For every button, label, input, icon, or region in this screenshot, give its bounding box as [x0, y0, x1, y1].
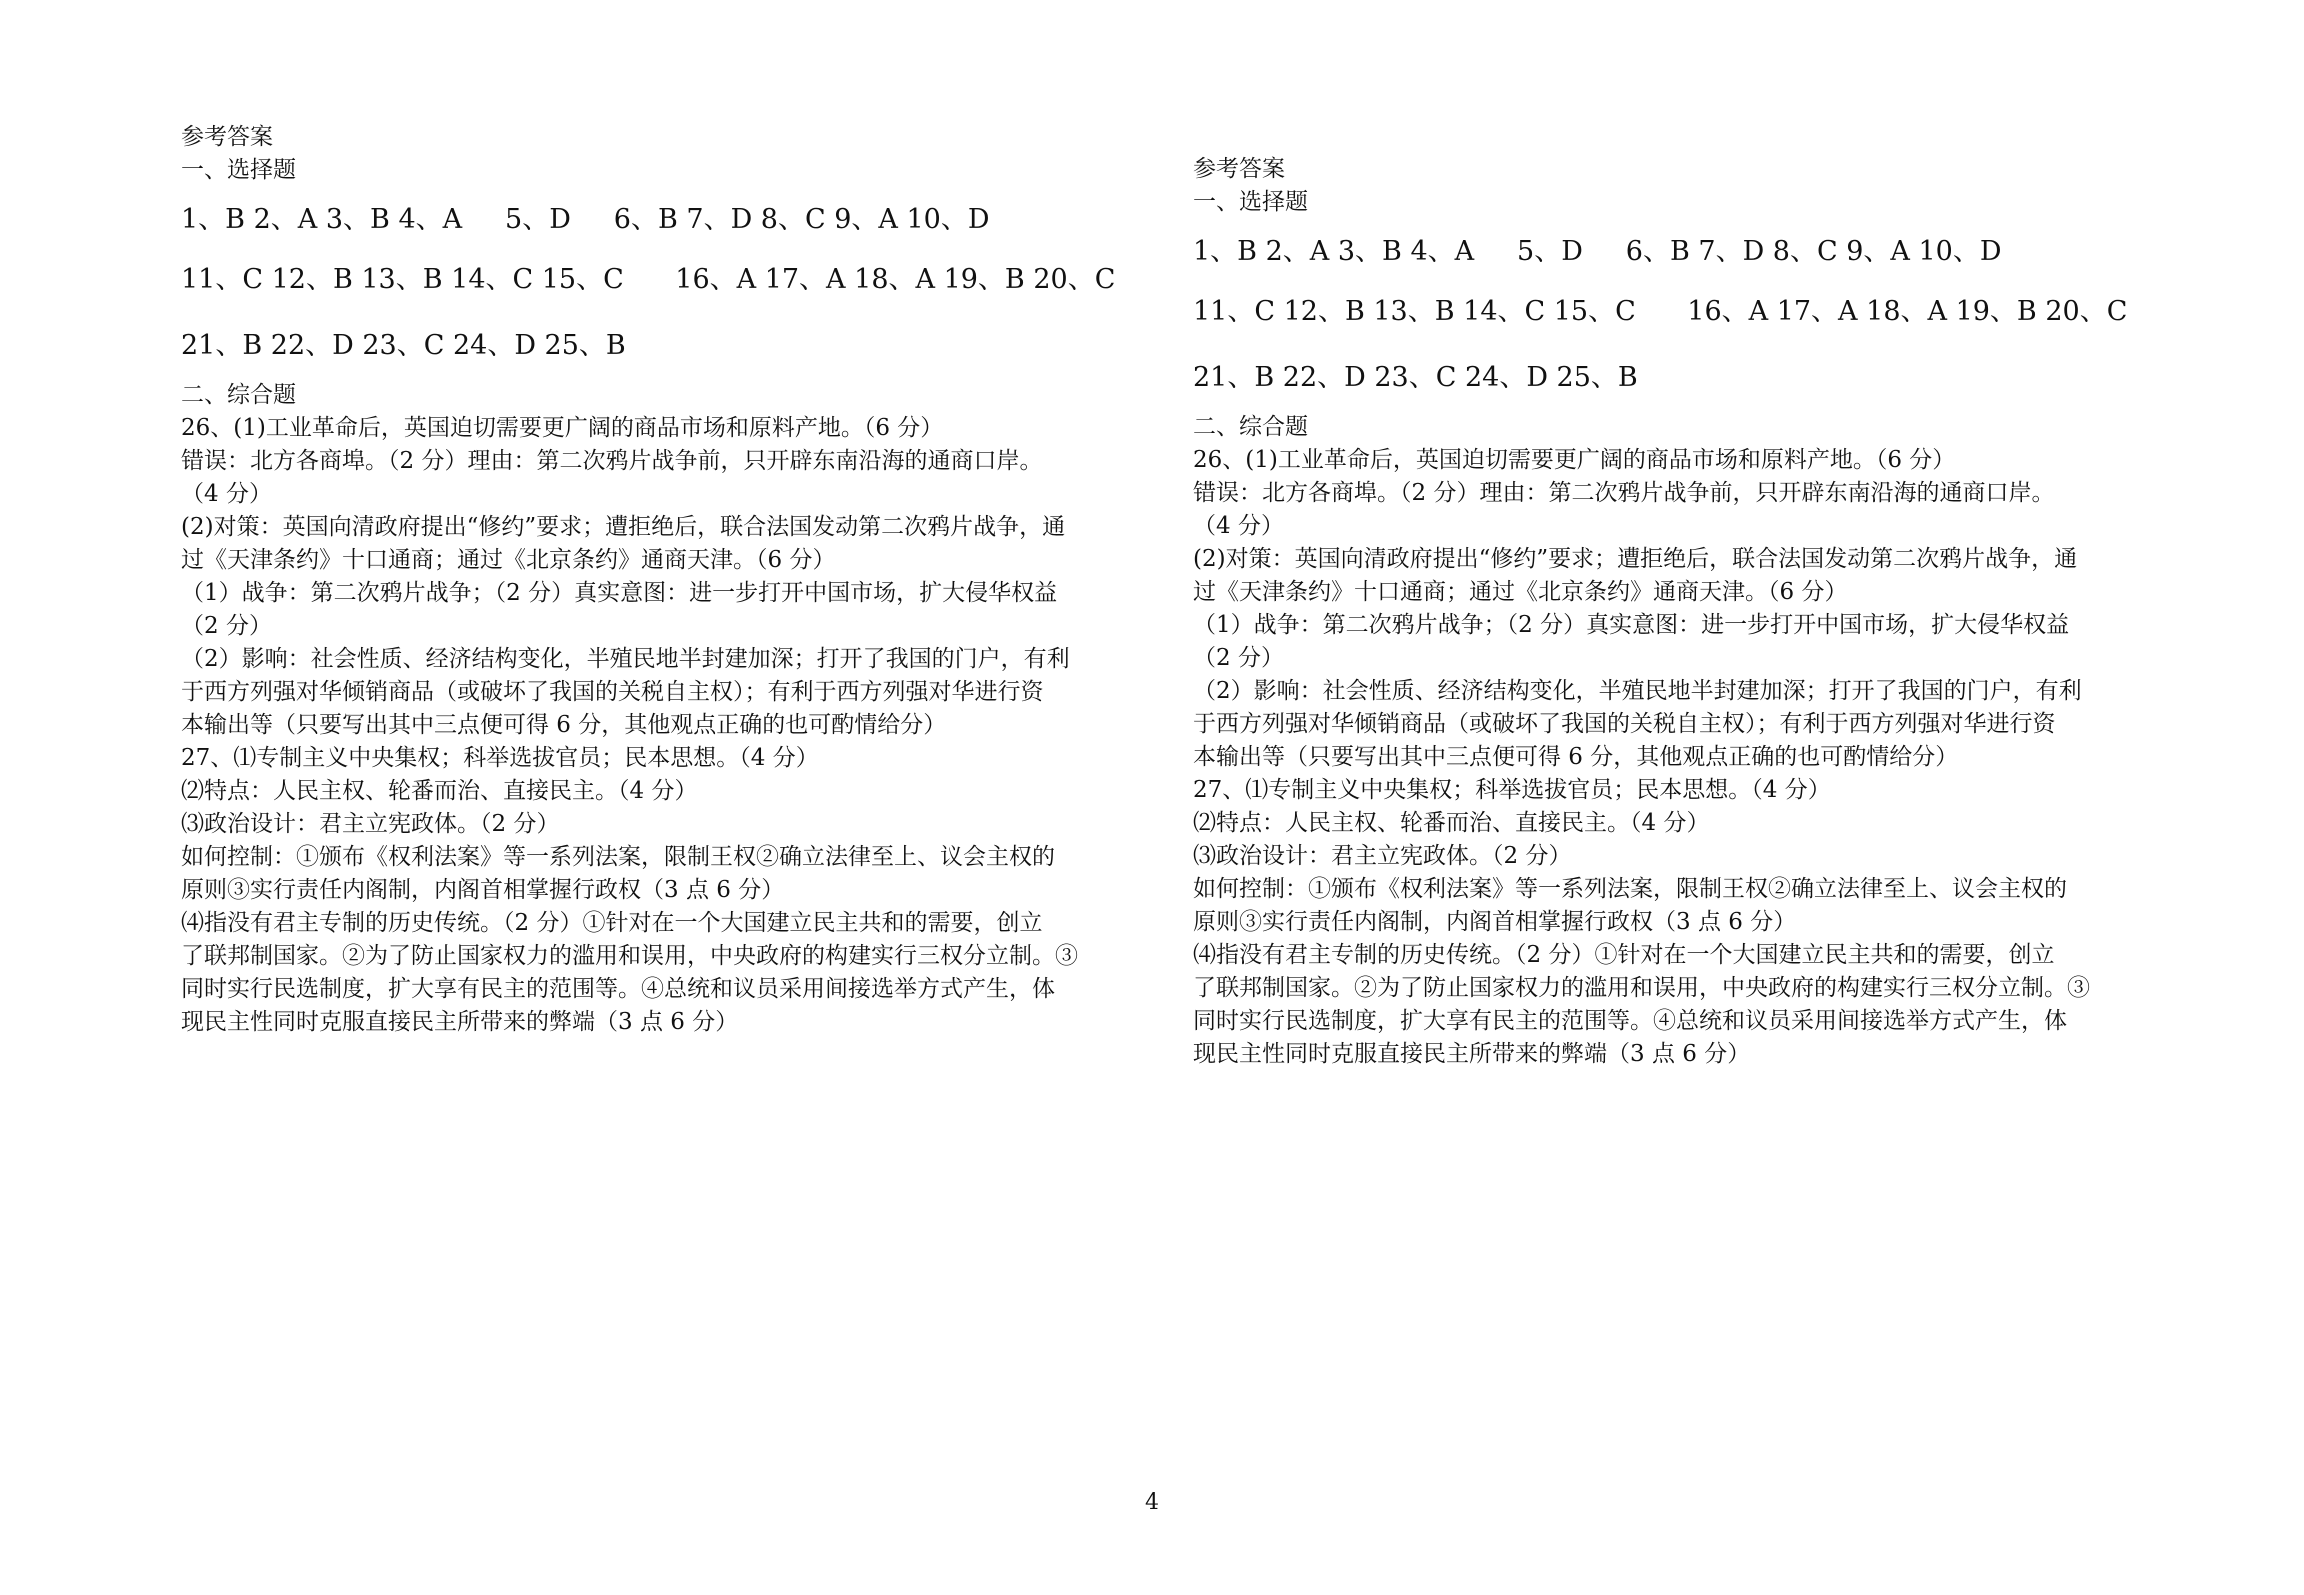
essay-line: 本输出等（只要写出其中三点便可得 6 分，其他观点正确的也可酌情给分） [181, 712, 947, 738]
section-essay-title: 二、综合题 [181, 382, 296, 408]
essay-line: （2）影响：社会性质、经济结构变化，半殖民地半封建加深；打开了我国的门户，有利 [181, 646, 1070, 672]
essay-line: （2）影响：社会性质、经济结构变化，半殖民地半封建加深；打开了我国的门户，有利 [1193, 678, 2082, 704]
essay-line: 26、(1)工业革命后，英国迫切需要更广阔的商品市场和原料产地。（6 分） [1193, 447, 1956, 473]
essay-line: 本输出等（只要写出其中三点便可得 6 分，其他观点正确的也可酌情给分） [1193, 744, 1959, 770]
essay-line: 错误：北方各商埠。（2 分）理由：第二次鸦片战争前，只开辟东南沿海的通商口岸。 [1193, 480, 2055, 506]
essay-line: （4 分） [1193, 513, 1284, 539]
essay-line: 过《天津条约》十口通商；通过《北京条约》通商天津。（6 分） [1193, 579, 1848, 605]
answer-key-left [181, 121, 1151, 1039]
page-number: 4 [1145, 1490, 1159, 1515]
essay-line: (2)对策：英国向清政府提出“修约”要求；遭拒绝后，联合法国发动第二次鸦片战争，通 [181, 514, 1066, 540]
choice-answers-row: 1、B 2、A 3、B 4、A 5、D 6、B 7、D 8、C 9、A 10、D [181, 204, 990, 235]
essay-line: ⑷指没有君主专制的历史传统。（2 分）①针对在一个大国建立民主共和的需要，创立 [1193, 942, 2055, 968]
essay-line: ⑶政治设计：君主立宪政体。（2 分） [181, 811, 560, 837]
essay-line: 27、⑴专制主义中央集权；科举选拔官员；民本思想。（4 分） [1193, 777, 1831, 803]
essay-line: 了联邦制国家。②为了防止国家权力的滥用和误用，中央政府的构建实行三权分立制。③ [1193, 975, 2090, 1001]
essay-line: （4 分） [181, 481, 272, 507]
essay-line: 原则③实行责任内阁制，内阁首相掌握行政权（3 点 6 分） [1193, 909, 1797, 935]
choice-answers-row: 21、B 22、D 23、C 24、D 25、B [181, 330, 626, 361]
heading: 参考答案 [1193, 156, 1285, 182]
essay-line: 现民主性同时克服直接民主所带来的弊端（3 点 6 分） [181, 1009, 739, 1035]
essay-line: （1）战争：第二次鸦片战争；（2 分）真实意图：进一步打开中国市场，扩大侵华权益 [181, 580, 1058, 606]
heading: 参考答案 [181, 124, 273, 150]
essay-line: 同时实行民选制度，扩大享有民主的范围等。④总统和议员采用间接选举方式产生，体 [181, 976, 1055, 1002]
essay-line: ⑵特点：人民主权、轮番而治、直接民主。（4 分） [1193, 810, 1710, 836]
section-essay-title: 二、综合题 [1193, 414, 1308, 440]
choice-answers-row: 21、B 22、D 23、C 24、D 25、B [1193, 362, 1638, 393]
essay-line: (2)对策：英国向清政府提出“修约”要求；遭拒绝后，联合法国发动第二次鸦片战争，通 [1193, 546, 2078, 572]
answer-key-right [1193, 153, 2163, 1071]
essay-line: （1）战争：第二次鸦片战争；（2 分）真实意图：进一步打开中国市场，扩大侵华权益 [1193, 612, 2070, 638]
essay-line: （2 分） [181, 613, 272, 639]
essay-line: ⑶政治设计：君主立宪政体。（2 分） [1193, 843, 1572, 869]
essay-line: 如何控制：①颁布《权利法案》等一系列法案，限制王权②确立法律至上、议会主权的 [1193, 876, 2067, 902]
choice-answers-row: 11、C 12、B 13、B 14、C 15、C 16、A 17、A 18、A 19、B 20、C [181, 264, 1116, 295]
essay-line: 于西方列强对华倾销商品（或破坏了我国的关税自主权）；有利于西方列强对华进行资 [1193, 711, 2056, 737]
choice-answers-row: 11、C 12、B 13、B 14、C 15、C 16、A 17、A 18、A 19、B 20、C [1193, 296, 2128, 327]
essay-line: 过《天津条约》十口通商；通过《北京条约》通商天津。（6 分） [181, 547, 836, 573]
essay-line: 如何控制：①颁布《权利法案》等一系列法案，限制王权②确立法律至上、议会主权的 [181, 844, 1055, 870]
essay-line: 于西方列强对华倾销商品（或破坏了我国的关税自主权）；有利于西方列强对华进行资 [181, 679, 1044, 705]
section-choice-title: 一、选择题 [181, 157, 296, 183]
section-choice-title: 一、选择题 [1193, 189, 1308, 215]
essay-line: ⑷指没有君主专制的历史传统。（2 分）①针对在一个大国建立民主共和的需要，创立 [181, 910, 1043, 936]
essay-line: 现民主性同时克服直接民主所带来的弊端（3 点 6 分） [1193, 1041, 1751, 1067]
essay-line: 原则③实行责任内阁制，内阁首相掌握行政权（3 点 6 分） [181, 877, 785, 903]
essay-line: ⑵特点：人民主权、轮番而治、直接民主。（4 分） [181, 778, 698, 804]
essay-line: 了联邦制国家。②为了防止国家权力的滥用和误用，中央政府的构建实行三权分立制。③ [181, 943, 1078, 969]
essay-line: 26、(1)工业革命后，英国迫切需要更广阔的商品市场和原料产地。（6 分） [181, 415, 944, 441]
essay-line: 同时实行民选制度，扩大享有民主的范围等。④总统和议员采用间接选举方式产生，体 [1193, 1008, 2067, 1034]
choice-answers-row: 1、B 2、A 3、B 4、A 5、D 6、B 7、D 8、C 9、A 10、D [1193, 236, 2002, 267]
essay-line: 27、⑴专制主义中央集权；科举选拔官员；民本思想。（4 分） [181, 745, 819, 771]
essay-line: （2 分） [1193, 645, 1284, 671]
essay-line: 错误：北方各商埠。（2 分）理由：第二次鸦片战争前，只开辟东南沿海的通商口岸。 [181, 448, 1043, 474]
